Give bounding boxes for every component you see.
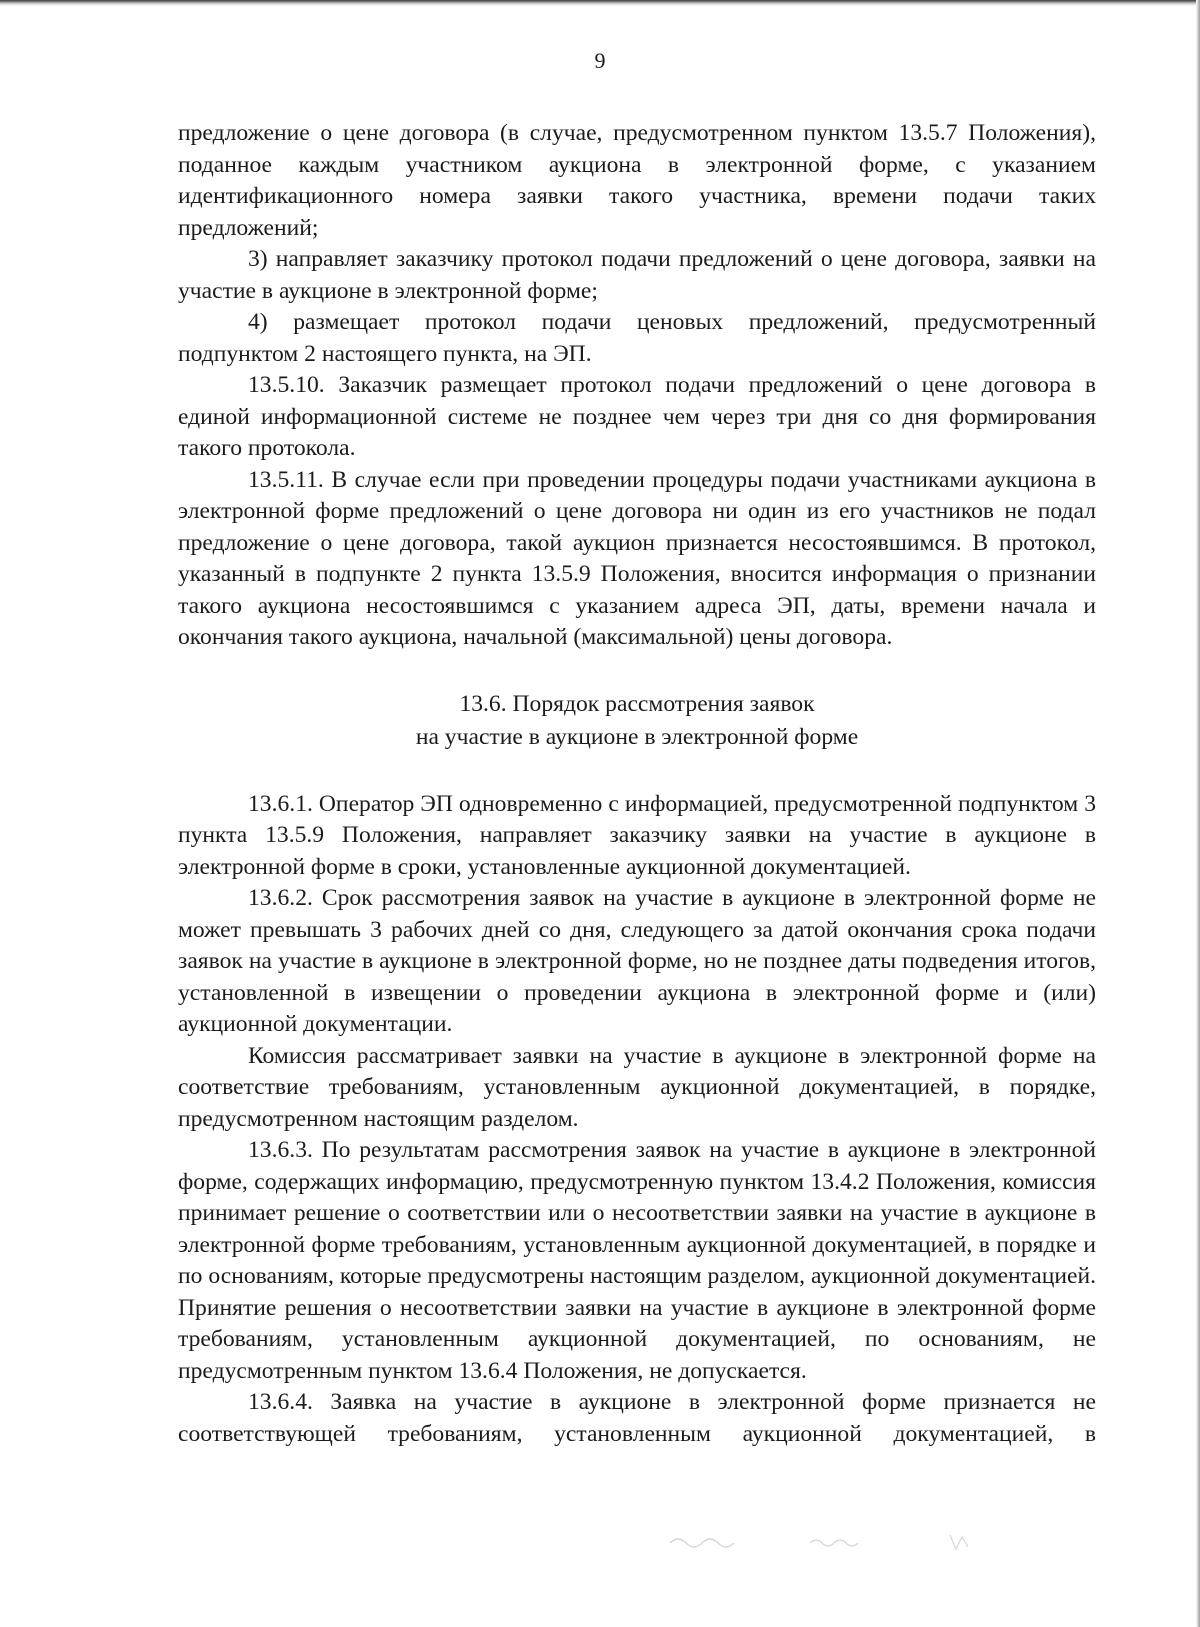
scan-edge-top	[0, 0, 1200, 6]
paragraph-continuation: предложение о цене договора (в случае, предусмотренном пунктом 13.5.7 Положения), поданное каждым участником аукциона в электронной форме, с указанием идентификационного номера заявки такого участника, времени подачи таких предложений;	[178, 120, 1096, 241]
paragraph-13-6-2: 13.6.2. Срок рассмотрения заявок на участие в аукционе в электронной форме не может превышать 3 рабочих дней со дня, следующего за датой окончания срока подачи заявок на участие в аукционе в электронной форме, но не позднее даты подведения итогов, установленной в извещении о проведении аукциона в электронной форме и (или) аукционной документации.	[178, 885, 1096, 1037]
paragraph-13-5-11: 13.5.11. В случае если при проведении процедуры подачи участниками аукциона в электронной форме предложений о цене договора ни один из его участников не подал предложение о цене договора, такой аукцион признается несостоявшимся. В протокол, указанный в подпункте 2 пункта 13.5.9 Положения, вносится информация о признании такого аукциона несостоявшимся с указанием адреса ЭП, даты, времени начала и окончания такого аукциона, начальной (максимальной) цены договора.	[178, 466, 1096, 650]
section-heading-line-2: на участие в аукционе в электронной форме	[415, 723, 859, 750]
scan-artifact-marks	[660, 1525, 1060, 1555]
paragraph-13-6-1: 13.6.1. Оператор ЭП одновременно с информацией, предусмотренной подпунктом 3 пункта 13.5.9 Положения, направляет заказчику заявки на участие в аукционе в электронной форме в сроки, установленные аукционной документацией.	[178, 790, 1096, 880]
paragraph-13-6-3: 13.6.3. По результатам рассмотрения заявок на участие в аукционе в электронной форме, содержащих информацию, предусмотренную пунктом 13.4.2 Положения, комиссия принимает решение о соответствии или о несоответствии заявки на участие в аукционе в электронной форме требованиям, установленным аукционной документацией, в порядке и по основаниям, которые предусмотрены настоящим разделом, аукционной документацией. Принятие решения о несоответствии заявки на участие в аукционе в электронной форме требованиям, установленным аукционной документацией, по основаниям, не предусмотренным пунктом 13.6.4 Положения, не допускается.	[178, 1137, 1096, 1384]
scan-edge-right	[1196, 0, 1200, 1627]
paragraph-item-3: 3) направляет заказчику протокол подачи предложений о цене договора, заявки на участие в аукционе в электронной форме;	[178, 246, 1096, 304]
paragraph-commission: Комиссия рассматривает заявки на участие в аукционе в электронной форме на соответствие требованиям, установленным аукционной документацией, в порядке, предусмотренном настоящим разделом.	[178, 1042, 1096, 1132]
section-heading	[178, 688, 1096, 754]
page-number: 9	[594, 48, 606, 73]
document-body	[178, 118, 1096, 1450]
paragraph-item-4: 4) размещает протокол подачи ценовых предложений, предусмотренный подпунктом 2 настоящего пункта, на ЭП.	[178, 309, 1096, 367]
faint-handwriting-marks	[660, 1525, 1060, 1555]
section-heading-line-1: 13.6. Порядок рассмотрения заявок	[459, 690, 815, 717]
paragraph-13-5-10: 13.5.10. Заказчик размещает протокол подачи предложений о цене договора в единой информационной системе не позднее чем через три дня со дня формирования такого протокола.	[178, 372, 1096, 461]
paragraph-13-6-4: 13.6.4. Заявка на участие в аукционе в электронной форме признается не соответствующей требованиям, установленным аукционной документацией, в	[178, 1389, 1096, 1447]
